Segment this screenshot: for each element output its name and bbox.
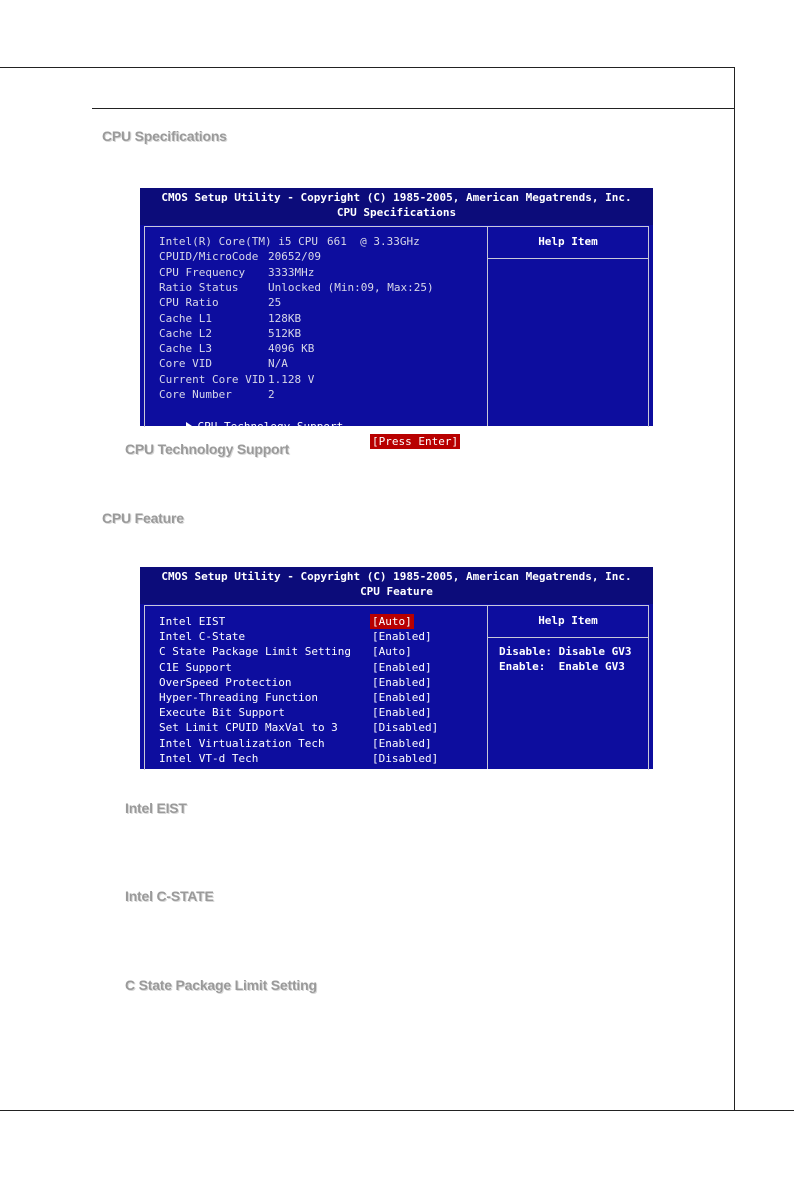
feature-row[interactable] <box>159 751 484 766</box>
page-right-rule <box>734 67 735 1110</box>
feature-value[interactable]: [Auto] <box>372 615 412 628</box>
feature-row[interactable] <box>159 675 484 690</box>
feature-label: Intel VT-d Tech <box>159 751 259 765</box>
spec-row <box>159 234 484 249</box>
feature-row[interactable] <box>159 705 484 720</box>
feature-label: Intel C-State <box>159 630 246 644</box>
help-item-title: Help Item <box>538 614 598 627</box>
spec-row <box>159 341 484 356</box>
feature-value[interactable]: [Enabled] <box>372 660 432 674</box>
help-divider <box>487 637 648 638</box>
spec-label: Cache L1 <box>159 311 212 325</box>
heading-cpu-feature: CPU Feature <box>102 510 184 526</box>
bios-column-divider <box>487 605 488 769</box>
spec-row <box>159 280 484 295</box>
help-divider <box>487 258 648 259</box>
heading-intel-eist: Intel EIST <box>125 800 187 816</box>
feature-label: OverSpeed Protection <box>159 675 292 689</box>
feature-label: C1E Support <box>159 660 232 674</box>
spec-label: Cache L2 <box>159 326 212 340</box>
feature-value[interactable]: [Enabled] <box>372 675 432 689</box>
heading-cpu-technology-support: CPU Technology Support <box>125 441 290 457</box>
press-enter-button[interactable]: [Press Enter] <box>372 435 459 448</box>
bios-screen-title: CPU Specifications <box>336 206 457 219</box>
feature-row[interactable] <box>159 660 484 675</box>
spec-value: Unlocked (Min:09, Max:25) <box>268 280 434 294</box>
spec-value: 25 <box>268 296 282 310</box>
feature-row[interactable] <box>159 690 484 705</box>
heading-c-state-package-limit: C State Package Limit Setting <box>125 977 317 993</box>
spec-label: CPUID/MicroCode <box>159 250 259 264</box>
feature-label: Hyper-Threading Function <box>159 691 318 704</box>
feature-row[interactable] <box>159 614 484 629</box>
bios-title-bar <box>140 188 653 225</box>
bios-copyright: CMOS Setup Utility - Copyright (C) 1985-2005, American Megatrends, Inc. <box>161 570 632 583</box>
feature-label: Execute Bit Support <box>159 706 285 720</box>
bios-column-divider <box>487 226 488 426</box>
feature-value[interactable]: [Enabled] <box>372 630 432 644</box>
spec-label: Intel(R) Core(TM) i5 CPU <box>159 235 318 248</box>
bios-screen-title: CPU Feature <box>360 585 433 598</box>
help-item-title: Help Item <box>538 235 598 248</box>
heading-intel-cstate: Intel C-STATE <box>125 888 214 904</box>
spec-row <box>159 295 484 310</box>
spec-row <box>159 326 484 341</box>
cpu-technology-support-label: CPU Technology Support <box>197 420 344 433</box>
bios-screen-cpu-specifications <box>140 188 653 448</box>
spec-value: 3333MHz <box>268 265 315 279</box>
spec-value: 2 <box>268 388 275 401</box>
feature-row[interactable] <box>159 629 484 644</box>
spec-value: 1.128 V <box>268 372 315 386</box>
spec-value: 128KB <box>268 311 302 325</box>
feature-label: Set Limit CPUID MaxVal to 3 <box>159 721 338 735</box>
bios-screen-cpu-feature <box>140 567 653 769</box>
spec-label: CPU Frequency <box>159 265 246 279</box>
spec-label: Cache L3 <box>159 342 212 356</box>
feature-value[interactable]: [Enabled] <box>372 691 432 704</box>
spec-value: 20652/09 <box>268 250 321 264</box>
spec-row <box>159 356 484 371</box>
bios-title-bar <box>140 567 653 604</box>
feature-row[interactable] <box>159 720 484 735</box>
spec-row <box>159 311 484 326</box>
feature-row[interactable] <box>159 736 484 751</box>
spec-value: N/A <box>268 357 288 371</box>
heading-cpu-specifications: CPU Specifications <box>102 128 227 144</box>
feature-label: C State Package Limit Setting <box>159 645 352 659</box>
spec-row <box>159 387 484 402</box>
page-top-rule <box>0 67 735 68</box>
help-text-enable: Enable: Enable GV3 <box>499 660 625 673</box>
feature-value[interactable]: [Enabled] <box>372 736 432 750</box>
spec-row <box>159 265 484 280</box>
spec-value: 4096 KB <box>268 342 315 356</box>
spec-row <box>159 249 484 264</box>
spec-label: CPU Ratio <box>159 296 219 310</box>
spec-label: Current Core VID <box>159 372 265 386</box>
spec-label: Ratio Status <box>159 280 239 294</box>
spec-label: Core Number <box>159 388 232 401</box>
spec-value: 661 @ 3.33GHz <box>327 235 420 248</box>
spec-label: Core VID <box>159 357 212 371</box>
bios-copyright: CMOS Setup Utility - Copyright (C) 1985-2005, American Megatrends, Inc. <box>161 191 632 204</box>
submenu-arrow-icon <box>186 422 192 430</box>
feature-value[interactable]: [Disabled] <box>372 751 439 765</box>
feature-value[interactable]: [Enabled] <box>372 706 432 720</box>
header-rule <box>92 108 735 109</box>
feature-label: Intel EIST <box>159 615 226 628</box>
spec-row <box>159 372 484 387</box>
cpu-technology-support-item[interactable] <box>159 404 489 448</box>
spec-value: 512KB <box>268 326 302 340</box>
feature-value[interactable]: [Disabled] <box>372 721 439 735</box>
feature-value[interactable]: [Auto] <box>372 645 412 659</box>
feature-label: Intel Virtualization Tech <box>159 736 325 750</box>
feature-row[interactable] <box>159 644 484 659</box>
help-text-disable: Disable: Disable GV3 <box>499 645 632 658</box>
page-bottom-rule <box>0 1110 794 1111</box>
